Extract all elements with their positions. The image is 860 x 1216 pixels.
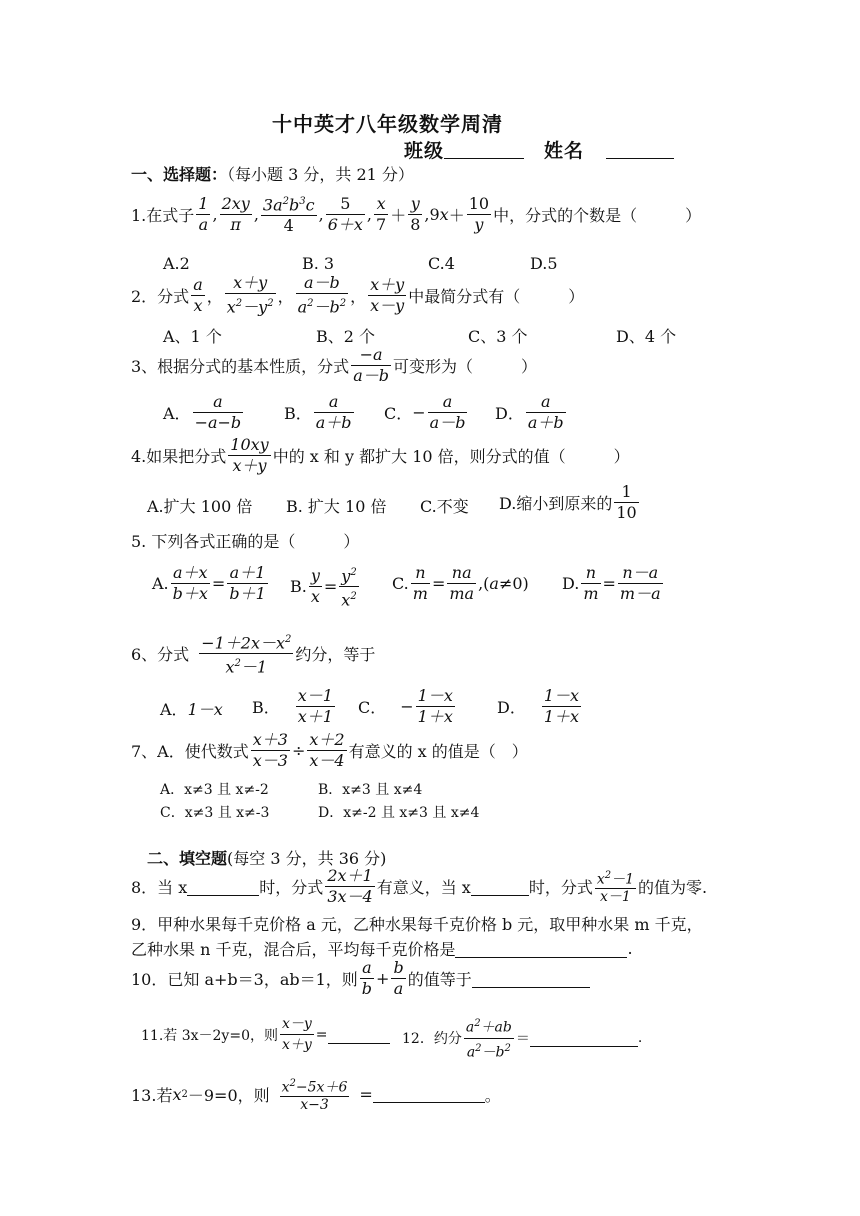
q4-option-a[interactable]: A.扩大 100 倍 [147,497,253,516]
q3-option-c[interactable]: C． − $\frac{a}{a-b}$ [384,392,466,432]
q7-option-b[interactable]: B．x≠3 且 x≠4 [318,782,423,798]
q3-option-a[interactable]: A． $\frac{a}{-a-b}$ [163,392,242,432]
q2-option-d[interactable]: D、4 个 [616,327,677,346]
page-title: 十中英才八年级数学周清 [272,112,503,136]
name-blank[interactable] [606,141,674,159]
q5-option-b[interactable]: B. $\frac{y}{x}$ = $\frac{y^2}{x^2}$ [290,566,357,610]
question-9-line2: 乙种水果 n 千克，混合后，平均每千克价格是 . [131,939,633,959]
question-3: 3、根据分式的基本性质，分式 $\frac{-a}{a-b}$ 可变形为（ ） [131,345,537,385]
q8-blank-2[interactable] [471,878,529,896]
question-9-line1: 9．甲种水果每千克价格 a 元，乙种水果每千克价格 b 元，取甲种水果 m 千克， [131,915,703,934]
question-5: 5. 下列各式正确的是（ ） [131,532,360,551]
question-10: 10．已知 a+b＝3，ab＝1，则 $\frac{a}{b}$ + $\frac{b}{a}$ 的值等于 [131,958,590,999]
q1-option-c[interactable]: C.4 [428,254,455,273]
q2-option-b[interactable]: B、2 个 [316,327,376,346]
q10-blank[interactable] [472,970,590,988]
student-info-line [404,136,674,163]
q2-option-a[interactable]: A、1 个 [163,327,222,346]
q5-option-a[interactable]: A. $\frac{a+x}{b+x}$ = $\frac{a+1}{b+1}$ [152,563,266,603]
q6-option-d[interactable]: D． $\frac{1-x}{1+x}$ [497,686,580,726]
q4-option-d[interactable]: D.缩小到原来的 $\frac{1}{10}$ [499,482,637,522]
q6-option-a[interactable]: A． 1－x [160,700,223,719]
question-7: 7、A．使代数式 $\frac{x+3}{x-3}$ ÷ $\frac{x+2}{x-4}$ 有意义的 x 的值是（ ） [131,730,528,770]
question-8: 8．当 x 时，分式 $\frac{2x+1}{3x-4}$ 有意义，当 x 时，分式 $\frac{x^2-1}{x-1}$ 的值为零. [131,866,708,906]
q7-option-d[interactable]: D．x≠-2 且 x≠3 且 x≠4 [318,805,480,821]
q3-option-d[interactable]: D． $\frac{a}{a+b}$ [495,392,564,432]
question-4: 4.如果把分式 $\frac{10xy}{x+y}$ 中的 x 和 y 都扩大 10 倍，则分式的值（ ） [131,435,630,475]
q9-blank[interactable] [455,940,627,958]
class-label: 班级 [404,140,445,162]
question-12: 12．约分 $\frac{a^2+ab}{a^2-b^2}$ ＝ . [402,1018,643,1061]
q12-blank[interactable] [530,1029,638,1047]
q1-option-a[interactable]: A.2 [163,254,190,273]
q5-option-c[interactable]: C. $\frac{n}{m}$ = $\frac{na}{ma}$ ,( a ≠0) [392,563,529,603]
section2-heading: 二、填空题(每空 3 分，共 36 分) [147,849,387,868]
q3-option-b[interactable]: B． $\frac{a}{a+b}$ [284,392,352,432]
question-1: 1.在式子 $\frac{1}{a}$ , $\frac{2xy}{\pi}$ , $\frac{3a^2b^3c}{4}$ , $\frac{5}{6+x}$ , $\frac{x}{7}$ ＋ $\frac{y}{8}$ ,9 x ＋ $\frac{10}{y}$ 中，分式的个数是（ ） [131,193,702,236]
q6-option-c[interactable]: C． − $\frac{1-x}{1+x}$ [358,686,453,726]
class-blank[interactable] [444,141,524,159]
question-13: 13.若 x 2 －9=0，则 $\frac{x^2-5x+6}{x-3}$ = 。 [131,1078,501,1113]
q7-option-a[interactable]: A．x≠3 且 x≠-2 [160,782,269,798]
question-11: 11.若 3x－2y=0，则 $\frac{x-y}{x+y}$ = [141,1014,390,1055]
q13-blank[interactable] [373,1085,485,1103]
q11-blank[interactable] [328,1026,390,1044]
name-label: 姓名 [544,140,585,162]
q2-option-c[interactable]: C、3 个 [468,327,528,346]
q7-option-c[interactable]: C．x≠3 且 x≠-3 [160,805,270,821]
q4-option-c[interactable]: C.不变 [420,497,469,516]
q1-option-d[interactable]: D.5 [530,254,558,273]
q1-option-b[interactable]: B. 3 [302,254,335,273]
q5-option-d[interactable]: D. $\frac{n}{m}$ = $\frac{n-a}{m-a}$ [562,563,661,603]
question-2: 2．分式 $\frac{a}{x}$ ， $\frac{x+y}{x^2-y^2}$ ， $\frac{a-b}{a^2-b^2}$ ， $\frac{x+y}{x-y}$ 中最简分式有（ ） [131,273,585,317]
q4-option-b[interactable]: B. 扩大 10 倍 [286,497,387,516]
q6-option-b[interactable]: B． $\frac{x-1}{x+1}$ [252,686,333,726]
q8-blank-1[interactable] [187,878,259,896]
question-6: 6、分式 $\frac{-1+2x-x^2}{x^2-1}$ 约分，等于 [131,633,376,677]
section1-heading: 一、选择题：（每小题 3 分，共 21 分） [131,165,414,184]
